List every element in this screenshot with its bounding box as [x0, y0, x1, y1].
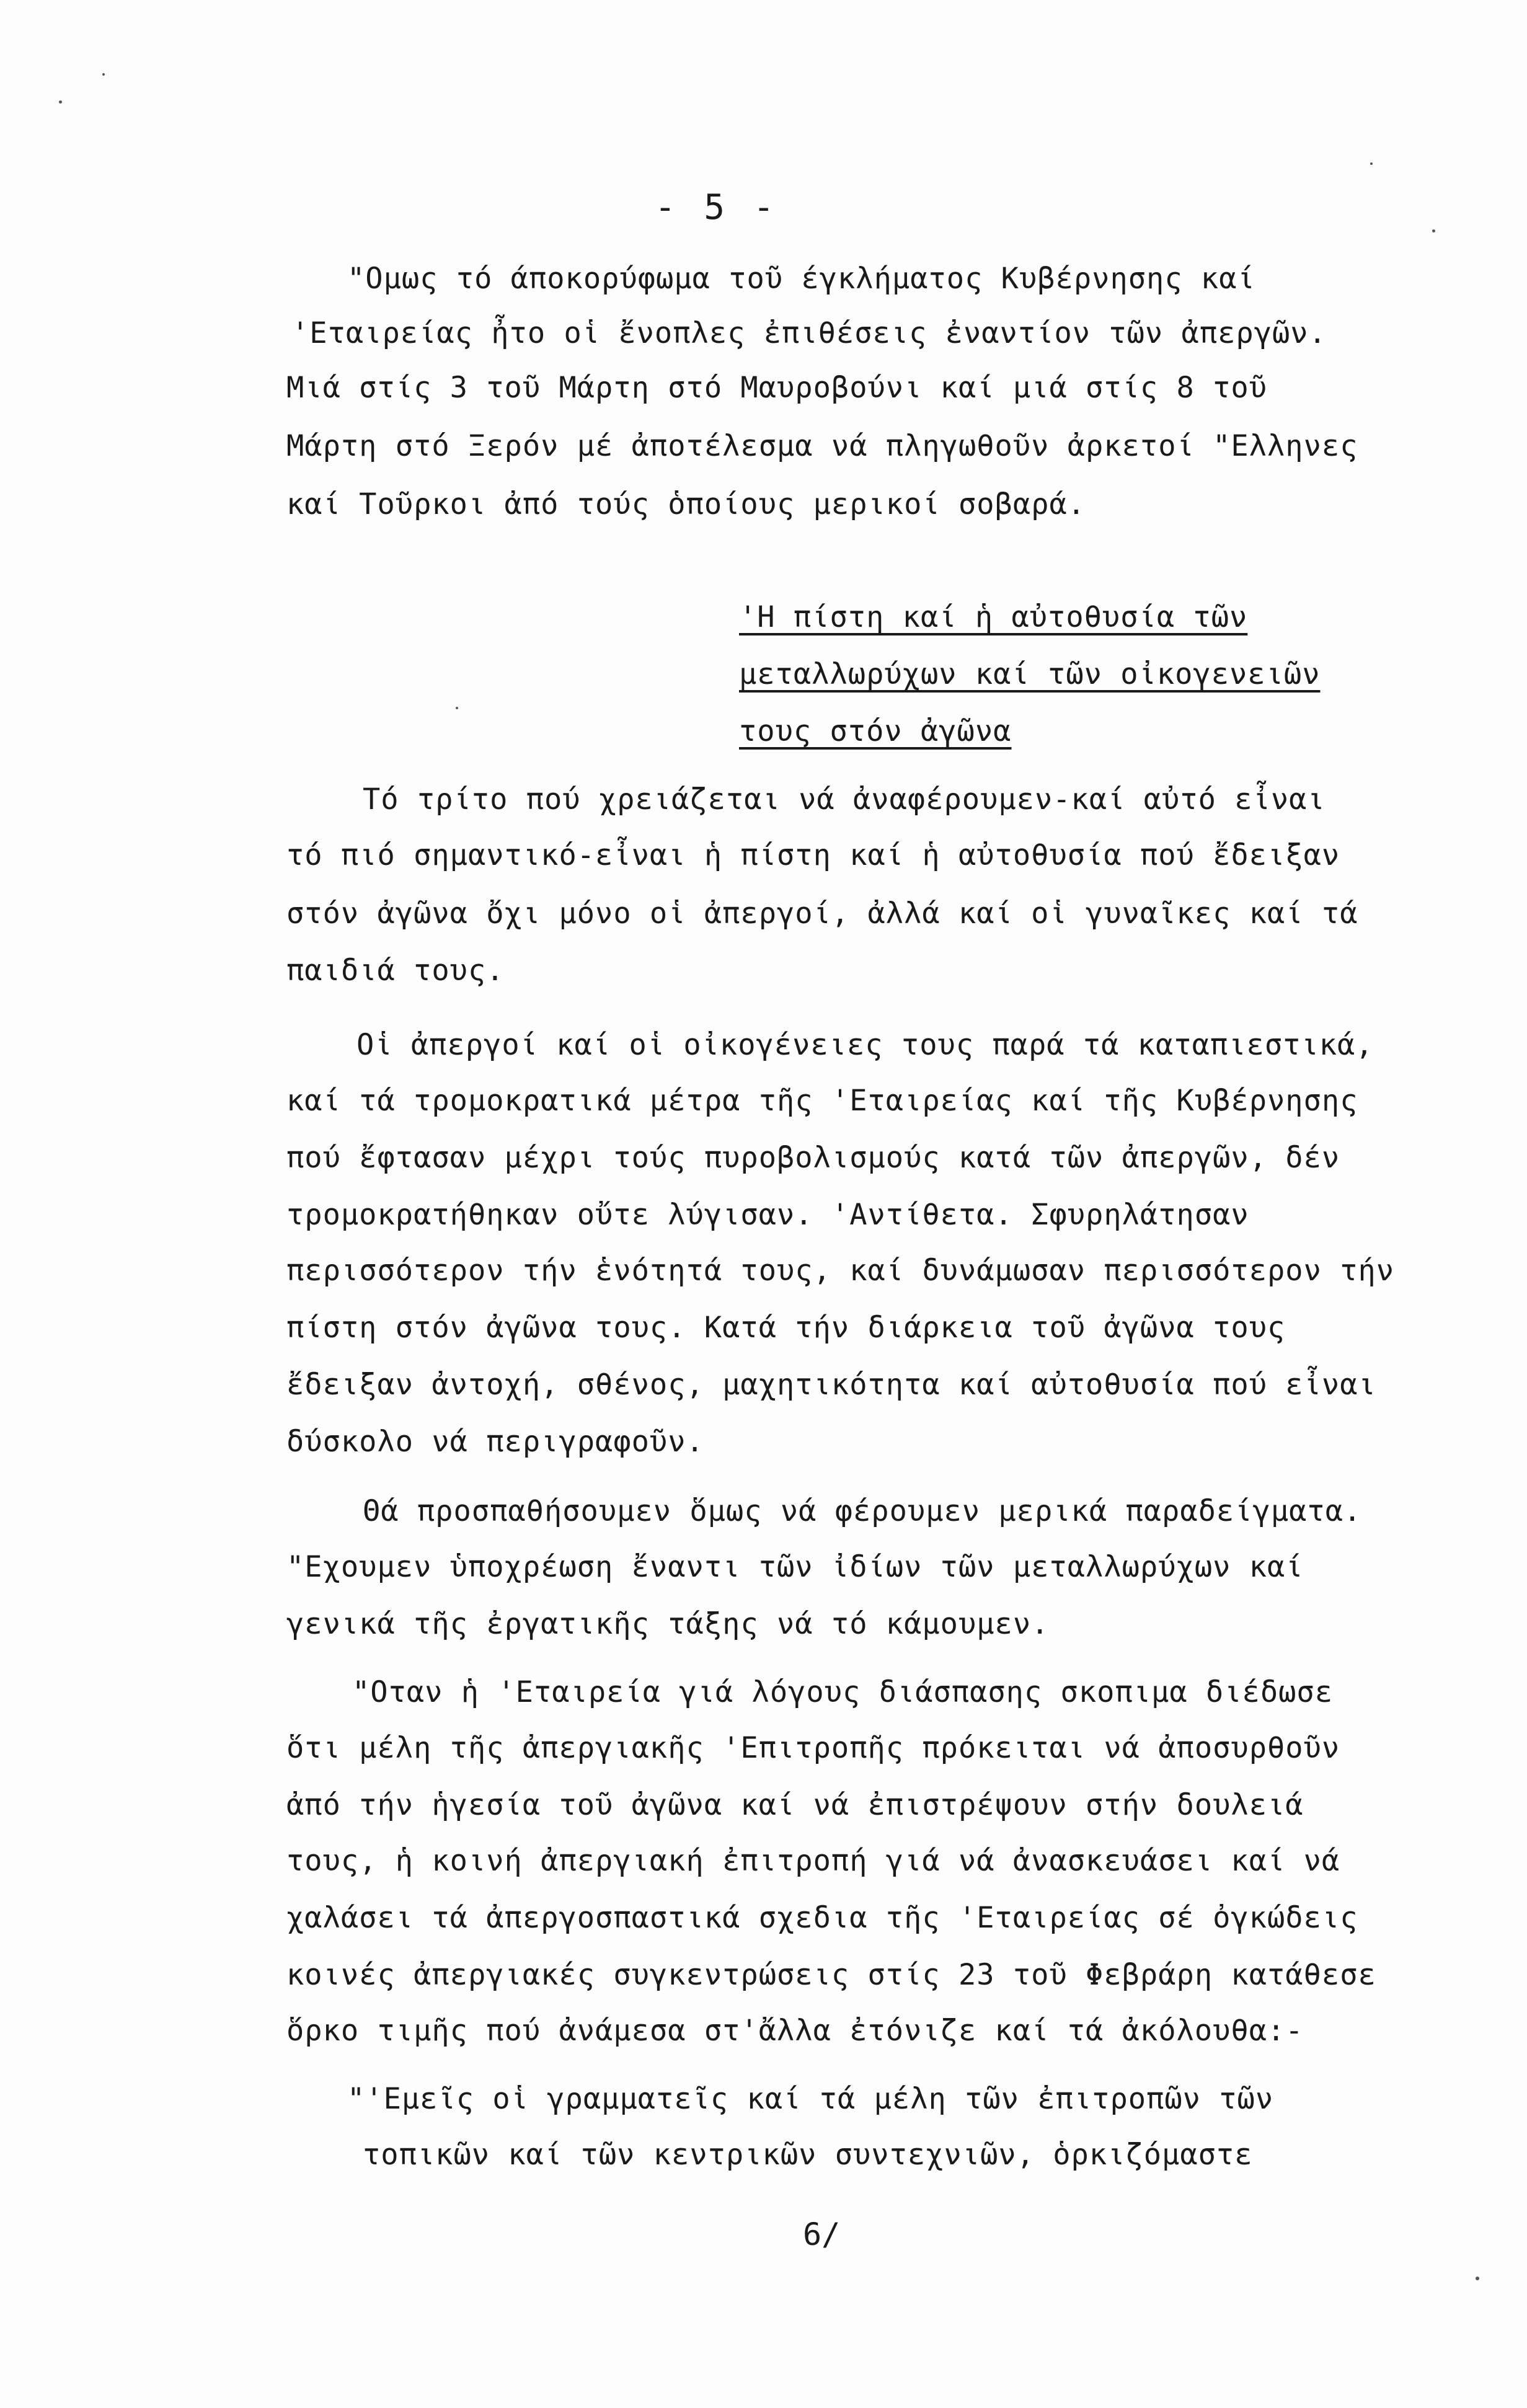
- paragraph-4-line-2: "Εχουμεν ὑποχρέωση ἔναντι τῶν ἰδίων τῶν μεταλλωρύχων καί: [286, 1550, 1304, 1584]
- paragraph-1-line-3: Μιά στίς 3 τοῦ Μάρτη στό Μαυροβούνι καί μιά στίς 8 τοῦ: [286, 371, 1268, 405]
- continuation-page-ref: 6/: [803, 2216, 841, 2252]
- paragraph-5-line-5: χαλάσει τά ἀπεργοσπαστικά σχεδια τῆς 'Εταιρείας σέ ὀγκώδεις: [286, 1901, 1358, 1935]
- page-number: - 5 -: [655, 187, 778, 228]
- paragraph-5-line-3: ἀπό τήν ἡγεσία τοῦ ἀγῶνα καί νά ἐπιστρέψουν στήν δουλειά: [286, 1788, 1304, 1822]
- paragraph-1-line-1: "Ομως τό άποκορύφωμα τοῦ έγκλήματος Κυβέρνησης καί: [347, 262, 1255, 296]
- scan-speck: [456, 707, 458, 709]
- paragraph-3-line-8: δύσκολο νά περιγραφοῦν.: [286, 1425, 704, 1459]
- paragraph-5-line-4: τους, ἡ κοινή ἀπεργιακή ἐπιτροπή γιά νά ἀνασκευάσει καί νά: [286, 1844, 1340, 1878]
- paragraph-4-line-1: Θά προσπαθήσουμεν ὅμως νά φέρουμεν μερικά παραδείγματα.: [363, 1494, 1362, 1528]
- paragraph-5-line-2: ὅτι μέλη τῆς ἀπεργιακῆς 'Επιτροπῆς πρόκειται νά ἀποσυρθοῦν: [286, 1731, 1340, 1765]
- quote-line-2: τοπικῶν καί τῶν κεντρικῶν συντεχνιῶν, ὁρκιζόμαστε: [363, 2138, 1253, 2172]
- paragraph-3-line-7: ἔδειξαν ἀντοχή, σθένος, μαχητικότητα καί αὐτοθυσία πού εἶναι: [286, 1368, 1376, 1402]
- scan-speck: [1476, 2277, 1479, 2280]
- scan-speck: [1432, 229, 1435, 232]
- paragraph-2-line-2: τό πιό σημαντικό-εἶναι ἡ πίστη καί ἡ αὐτοθυσία πού ἔδειξαν: [286, 838, 1340, 872]
- paragraph-3-line-4: τρομοκρατήθηκαν οὔτε λύγισαν. 'Αντίθετα. Σφυρηλάτησαν: [286, 1198, 1249, 1232]
- paragraph-5-line-6: κοινές ἀπεργιακές συγκεντρώσεις στίς 23 τοῦ Φεβράρη κατάθεσε: [286, 1958, 1376, 1992]
- section-heading-line-3: τους στόν ἀγῶνα: [739, 714, 1012, 748]
- section-heading-line-1: 'Η πίστη καί ἡ αὐτοθυσία τῶν: [739, 600, 1248, 634]
- paragraph-1-line-4: Μάρτη στό Ξερόν μέ ἀποτέλεσμα νά πληγωθοῦν ἀρκετοί "Ελληνες: [286, 429, 1358, 463]
- paragraph-3-line-1: Οἱ ἀπεργοί καί οἱ οἰκογένειες τους παρά τά καταπιεστικά,: [356, 1028, 1374, 1062]
- scan-speck: [59, 100, 62, 104]
- paragraph-3-line-3: πού ἔφτασαν μέχρι τούς πυροβολισμούς κατά τῶν ἀπεργῶν, δέν: [286, 1141, 1340, 1175]
- paragraph-3-line-5: περισσότερον τήν ἑνότητά τους, καί δυνάμωσαν περισσότερον τήν: [286, 1254, 1395, 1288]
- paragraph-1-line-5: καί Τοῦρκοι ἀπό τούς ὁποίους μερικοί σοβαρά.: [286, 487, 1086, 521]
- paragraph-2-line-4: παιδιά τους.: [286, 954, 505, 988]
- paragraph-3-line-6: πίστη στόν ἀγῶνα τους. Κατά τήν διάρκεια τοῦ ἀγῶνα τους: [286, 1311, 1286, 1345]
- scan-speck: [102, 73, 105, 76]
- paragraph-5-line-7: ὅρκο τιμῆς πού ἀνάμεσα στ'ἄλλα ἐτόνιζε καί τά ἀκόλουθα:-: [286, 2014, 1304, 2048]
- paragraph-4-line-3: γενικά τῆς ἐργατικῆς τάξης νά τό κάμουμεν.: [286, 1607, 1050, 1641]
- section-heading-line-2: μεταλλωρύχων καί τῶν οἰκογενειῶν: [739, 657, 1321, 691]
- quote-line-1: "'Εμεῖς οἱ γραμματεῖς καί τά μέλη τῶν ἐπιτροπῶν τῶν: [347, 2082, 1274, 2116]
- paragraph-2-line-1: Τό τρίτο πού χρειάζεται νά ἀναφέρουμεν-καί αὐτό εἶναι: [363, 782, 1326, 817]
- paragraph-1-line-2: 'Εταιρείας ἦτο οἱ ἔνοπλες ἐπιθέσεις ἐναντίον τῶν ἀπεργῶν.: [291, 316, 1327, 350]
- paragraph-5-line-1: "Οταν ἡ 'Εταιρεία γιά λόγους διάσπασης σκοπιμα διέδωσε: [352, 1675, 1334, 1709]
- scan-speck: [1370, 162, 1373, 165]
- paragraph-2-line-3: στόν ἀγῶνα ὄχι μόνο οἱ ἀπεργοί, ἀλλά καί οἱ γυναῖκες καί τά: [286, 896, 1358, 931]
- paragraph-3-line-2: καί τά τρομοκρατικά μέτρα τῆς 'Εταιρείας καί τῆς Κυβέρνησης: [286, 1084, 1358, 1118]
